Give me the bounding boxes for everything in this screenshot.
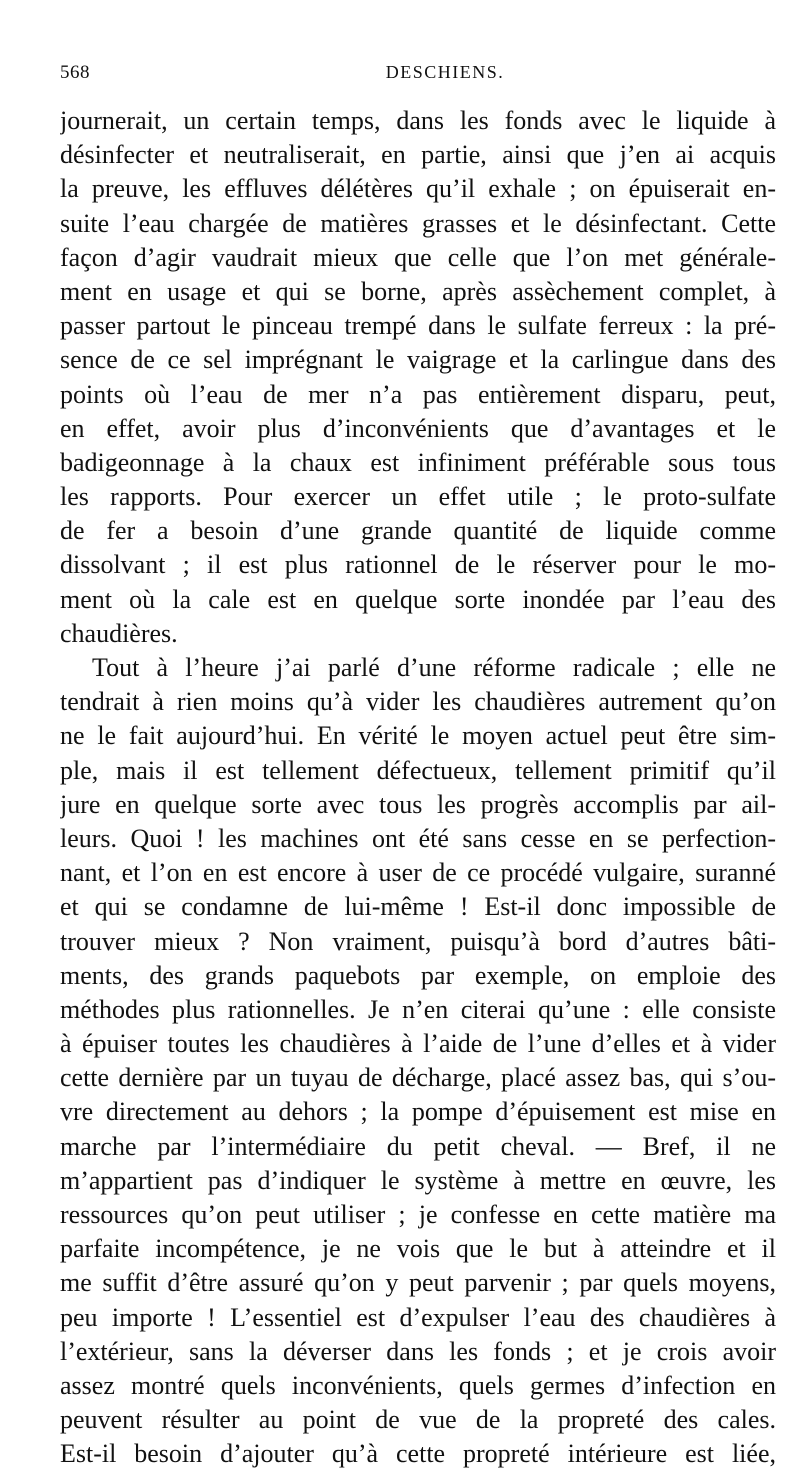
paragraph-end-line: chaudières. <box>60 618 178 648</box>
text-line: jure en quelque sorte avec tous les progrès accomplis par ail- <box>60 789 776 819</box>
text-line: assez montré quels inconvénients, quels germes d’infection en <box>60 1370 776 1400</box>
text-line: ressources qu’on peut utiliser ; je confesse en cette matière ma <box>60 1200 776 1229</box>
text-line: désinfecter et neutraliserait, en partie, ainsi que j’en ai acquis <box>60 140 776 170</box>
text-line: parfaite incompétence, je ne vois que le but à atteindre et il <box>60 1234 776 1264</box>
paragraph-start-line: Tout à l’heure j’ai parlé d’une réforme radicale ; elle ne <box>92 653 776 682</box>
text-line: façon d’agir vaudrait mieux que celle que l’on met générale- <box>60 242 776 272</box>
text-line: leurs. Quoi ! les machines ont été sans cesse en se perfection- <box>60 823 776 853</box>
text-line: à épuiser toutes les chaudières à l’aide de l’une d’elles et à vider <box>60 1029 776 1059</box>
text-line: l’extérieur, sans la déverser dans les fonds ; et je crois avoir <box>60 1336 776 1366</box>
running-title: DESCHIENS. <box>385 62 505 82</box>
text-line: m’appartient pas d’indiquer le système à mettre en œuvre, les <box>60 1165 776 1195</box>
text-line: passer partout le pinceau trempé dans le sulfate ferreux : la pré- <box>60 311 776 341</box>
text-line: tendrait à rien moins qu’à vider les chaudières autrement qu’on <box>60 687 776 717</box>
text-line: trouver mieux ? Non vraiment, puisqu’à bord d’autres bâti- <box>60 926 776 956</box>
text-line: et qui se condamne de lui-même ! Est-il donc impossible de <box>60 892 776 922</box>
text-line: dissolvant ; il est plus rationnel de le réserver pour le mo- <box>60 550 776 580</box>
text-line: peuvent résulter au point de vue de la propreté des cales. <box>60 1405 776 1435</box>
page-number: 568 <box>60 62 90 83</box>
text-line: sence de ce sel imprégnant le vaigrage et la carlingue dans des <box>60 345 776 375</box>
text-line: les rapports. Pour exercer un effet utile ; le proto-sulfate <box>60 482 776 512</box>
text-line: marche par l’intermédiaire du petit cheval. — Bref, il ne <box>60 1131 776 1161</box>
text-line: suite l’eau chargée de matières grasses et le désinfectant. Cette <box>60 208 776 238</box>
text-line: de fer a besoin d’une grande quantité de liquide comme <box>60 516 776 546</box>
text-line: nant, et l’on en est encore à user de ce procédé vulgaire, suranné <box>60 858 776 888</box>
text-line: badigeonnage à la chaux est infiniment préférable sous tous <box>60 447 776 477</box>
page-header <box>60 62 770 92</box>
text-line: méthodes plus rationnelles. Je n’en citerai qu’une : elle consiste <box>60 994 776 1024</box>
text-line: me suffit d’être assuré qu’on y peut parvenir ; par quels moyens, <box>60 1268 776 1298</box>
text-line: ment en usage et qui se borne, après assèchement complet, à <box>60 276 776 306</box>
text-line: en effet, avoir plus d’inconvénients que d’avantages et le <box>60 413 776 443</box>
text-line: ment où la cale est en quelque sorte inondée par l’eau des <box>60 584 776 614</box>
text-line: points où l’eau de mer n’a pas entièrement disparu, peut, <box>60 379 776 409</box>
text-line: Est-il besoin d’ajouter qu’à cette propreté intérieure est liée, <box>60 1439 776 1469</box>
text-line: ple, mais il est tellement défectueux, tellement primitif qu’il <box>60 755 776 785</box>
text-line: peu importe ! L’essentiel est d’expulser l’eau des chaudières à <box>60 1302 776 1332</box>
body-text <box>60 104 776 1472</box>
text-line: ments, des grands paquebots par exemple, on emploie des <box>60 960 776 990</box>
text-line: la preuve, les effluves délétères qu’il exhale ; on épuiserait en- <box>60 174 776 204</box>
text-line: journerait, un certain temps, dans les fonds avec le liquide à <box>60 106 776 135</box>
text-line: cette dernière par un tuyau de décharge, placé assez bas, qui s’ou- <box>60 1063 776 1093</box>
text-line: vre directement au dehors ; la pompe d’épuisement est mise en <box>60 1097 776 1127</box>
text-line: ne le fait aujourd’hui. En vérité le moyen actuel peut être sim- <box>60 721 776 751</box>
